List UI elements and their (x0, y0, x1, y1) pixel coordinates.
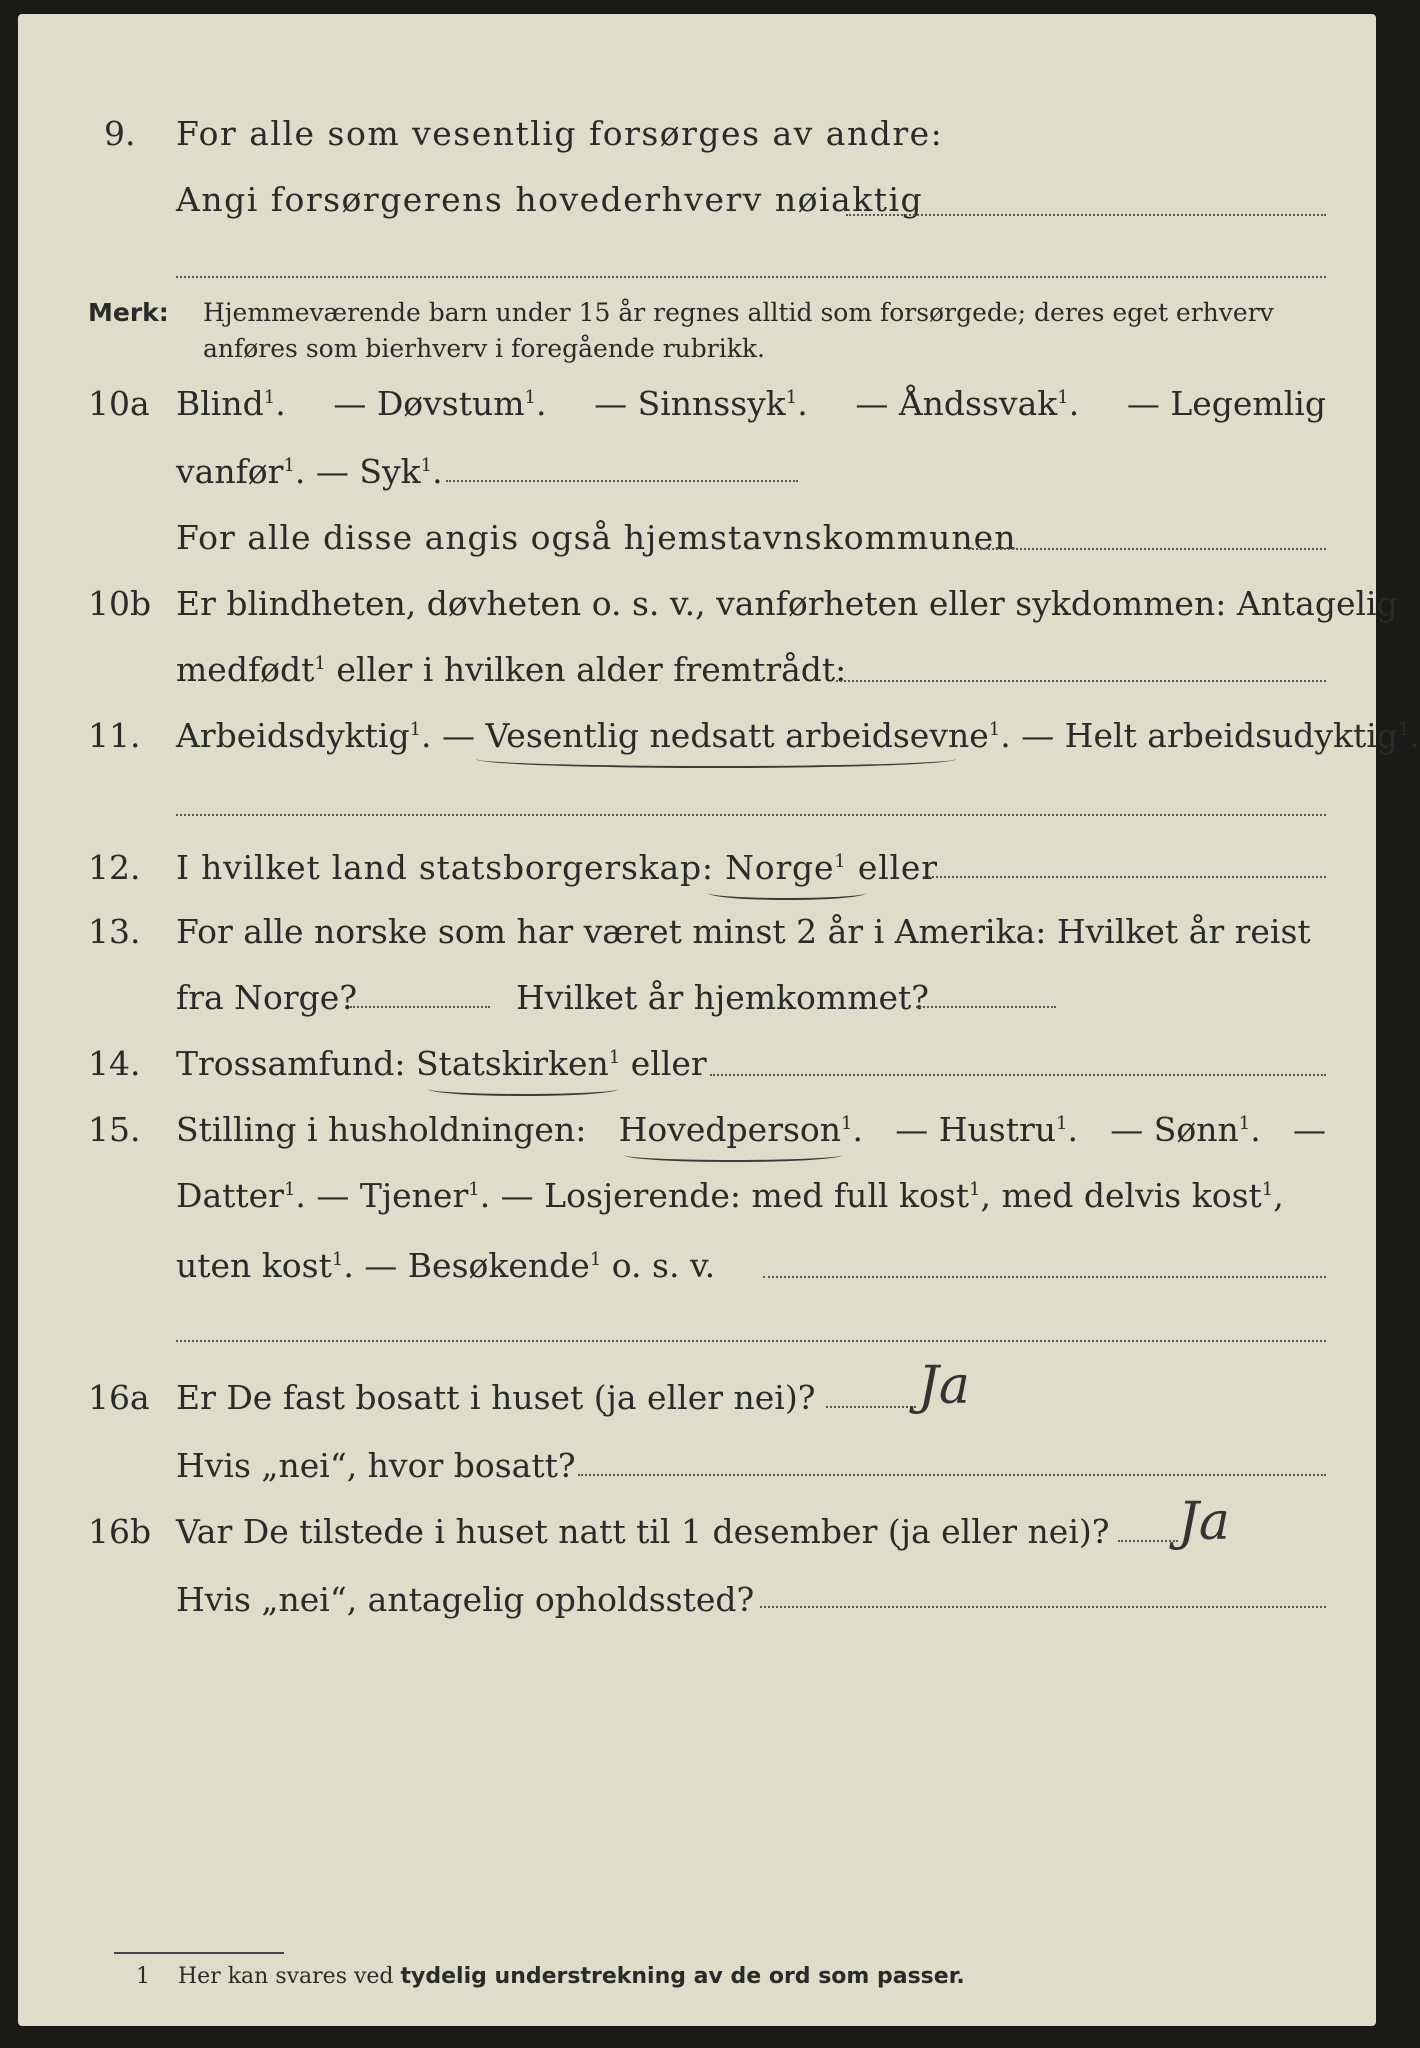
q16b-where-line[interactable] (760, 1606, 1326, 1608)
q12-number: 12. (88, 848, 141, 887)
merk-label: Merk: (88, 298, 169, 327)
q16a-number: 16a (88, 1378, 150, 1417)
q15-line2: Datter$^1$. — Tjener$^1$. — Losjerende: med full kost$^1$, med delvis kost$^1$, (176, 1176, 1284, 1215)
q9-number: 9. (104, 114, 136, 153)
q16a-handwritten-answer: Ja (918, 1356, 970, 1416)
q16a-answer-line[interactable] (826, 1406, 916, 1408)
q15-label: Stilling i husholdningen: (176, 1110, 587, 1149)
q16b-answer-line[interactable] (1118, 1540, 1178, 1542)
q10a-line2: vanfør$^1$. — Syk$^1$. (176, 452, 443, 491)
dash: — (1292, 1110, 1326, 1149)
q11-underline-mark (476, 750, 956, 768)
q15-number: 15. (88, 1110, 141, 1149)
q10b-answer-line[interactable] (836, 680, 1326, 682)
q14-answer-line[interactable] (710, 1074, 1326, 1076)
q16b-line1: Var De tilstede i huset natt til 1 desember (ja eller nei)? (176, 1512, 1110, 1551)
q10a-answer-line[interactable] (446, 480, 798, 482)
q11-number: 11. (88, 716, 141, 755)
opt-dovstum: — Døvstum$^1$. (333, 384, 547, 423)
q9-answer-line[interactable] (846, 214, 1326, 216)
opt-sinnssyk: — Sinnssyk$^1$. (594, 384, 808, 423)
merk-line2: anføres som bierhverv i foregående rubrikk. (203, 334, 765, 363)
q11-line: Arbeidsdyktig$^1$. — Vesentlig nedsatt arbeidsevne$^1$. — Helt arbeidsudyktig$^1$. (176, 716, 1420, 755)
q15-underline-mark (624, 1148, 842, 1162)
footnote-text: Her kan svares ved tydelig understrekning av de ord som passer. (178, 1964, 965, 1989)
q12-answer-line[interactable] (923, 876, 1326, 878)
q16a-line1: Er De fast bosatt i huset (ja eller nei)? (176, 1378, 816, 1417)
q10b-line1: Er blindheten, døvheten o. s. v., vanførheten eller sykdommen: Antagelig (176, 584, 1398, 623)
q13-line2a: fra Norge? (176, 978, 358, 1017)
opt-legemlig: — Legemlig (1126, 384, 1326, 423)
q10a-hjemstavn-line[interactable] (968, 548, 1326, 550)
q14-line: Trossamfund: Statskirken$^1$ eller (176, 1044, 707, 1083)
q16b-line2: Hvis „nei“, antagelig opholdssted? (176, 1580, 755, 1619)
q14-number: 14. (88, 1044, 141, 1083)
merk-line1: Hjemmeværende barn under 15 år regnes alltid som forsørgede; deres eget erhverv (203, 298, 1274, 327)
q10a-line3: For alle disse angis også hjemstavnskommunen (176, 518, 1017, 557)
q9-line1: For alle som vesentlig forsørges av andre: (176, 114, 944, 153)
q12-underline-mark (708, 886, 866, 900)
q12-line: I hvilket land statsborgerskap: Norge$^1$ eller (176, 848, 938, 887)
opt-hovedperson: Hovedperson$^1$. (618, 1110, 863, 1149)
opt-sonn: — Sønn$^1$. (1110, 1110, 1261, 1149)
opt-hustru: — Hustru$^1$. (895, 1110, 1078, 1149)
footnote-mark: 1 (136, 1964, 150, 1989)
opt-blind: Blind$^1$. (176, 384, 286, 423)
q10b-number: 10b (88, 584, 152, 623)
q16b-number: 16b (88, 1512, 152, 1551)
census-form-page (18, 14, 1420, 2026)
opt-andssvak: — Åndssvak$^1$. (855, 384, 1080, 423)
q16a-line2: Hvis „nei“, hvor bosatt? (176, 1446, 576, 1485)
q15-answer-line-2[interactable] (176, 1340, 1326, 1342)
q11-answer-line[interactable] (176, 814, 1326, 816)
q10a-line1 (176, 384, 1326, 423)
q15-line3: uten kost$^1$. — Besøkende$^1$ o. s. v. (176, 1246, 716, 1285)
q13-year-left-line[interactable] (350, 1006, 490, 1008)
q15-answer-line[interactable] (763, 1276, 1326, 1278)
q10b-line2: medfødt$^1$ eller i hvilken alder fremtrådt: (176, 650, 847, 689)
q9-line2: Angi forsørgerens hovederhverv nøiaktig (176, 180, 924, 219)
q13-year-return-line[interactable] (916, 1006, 1056, 1008)
q16a-where-line[interactable] (578, 1474, 1326, 1476)
q13-number: 13. (88, 912, 141, 951)
q10a-number: 10a (88, 384, 150, 423)
q15-line1 (176, 1110, 1326, 1149)
q16b-handwritten-answer: Ja (1178, 1492, 1230, 1552)
footnote-rule (114, 1952, 284, 1954)
q13-line2b: Hvilket år hjemkommet? (516, 978, 929, 1017)
q9-answer-line-2[interactable] (176, 276, 1326, 278)
q13-line1: For alle norske som har været minst 2 år i Amerika: Hvilket år reist (176, 912, 1311, 951)
q14-underline-mark (428, 1082, 618, 1096)
